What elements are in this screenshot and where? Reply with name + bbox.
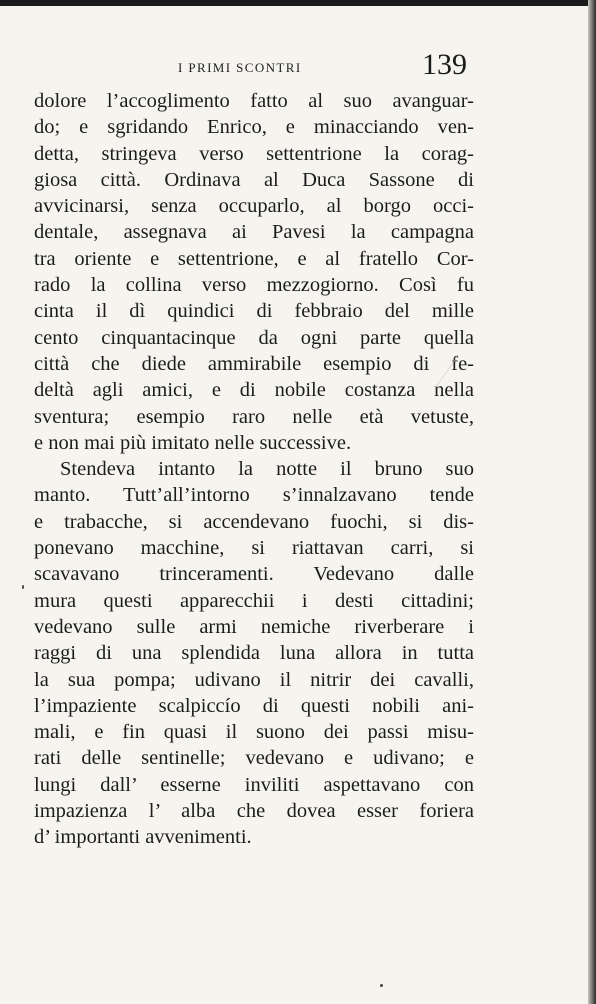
ink-speck — [22, 585, 24, 589]
page-number: 139 — [422, 48, 467, 81]
paragraph-1 — [34, 88, 474, 456]
text-line: d’ importanti avvenimenti. — [34, 826, 252, 849]
text-line: scavavano trinceramenti. Vedevano dalle — [34, 563, 474, 586]
text-line: detta, stringeva verso settentrione la corag- — [34, 142, 474, 165]
text-line: Stendeva intanto la notte il bruno suo — [60, 458, 474, 481]
text-line: avvicinarsi, senza occuparlo, al borgo occi- — [34, 195, 474, 218]
text-line: cinta il dì quindici di febbraio del mille — [34, 300, 474, 323]
text-line: mura questi apparecchii i desti cittadini; — [34, 589, 474, 612]
page-header — [0, 48, 596, 88]
text-line: e non mai più imitato nelle successive. — [34, 431, 352, 454]
text-line: do; e sgridando Enrico, e minacciando ven- — [34, 116, 474, 139]
text-line: cento cinquantacinque da ogni parte quella — [34, 326, 474, 349]
text-line: la sua pompa; udivano il nitrir dei cavalli, — [34, 668, 474, 691]
text-line: lungi dall’ esserne inviliti aspettavano con — [34, 773, 474, 796]
text-line: giosa città. Ordinava al Duca Sassone di — [34, 168, 474, 191]
text-line: ponevano macchine, si riattavan carri, si — [34, 537, 474, 560]
text-line: dentale, assegnava ai Pavesi la campagna — [34, 221, 474, 244]
paragraph-2 — [34, 456, 474, 850]
scan-top-edge — [0, 0, 596, 6]
text-line: tra oriente e settentrione, e al fratello Cor- — [34, 247, 474, 270]
text-line: mali, e fin quasi il suono dei passi misu- — [34, 721, 474, 744]
scan-right-edge — [588, 0, 596, 1004]
text-line: rati delle sentinelle; vedevano e udivano; e — [34, 747, 474, 770]
text-line: deltà agli amici, e di nobile costanza nella — [34, 379, 474, 402]
text-line: rado la collina verso mezzogiorno. Così fu — [34, 274, 474, 297]
text-line: e trabacche, si accendevano fuochi, si dis- — [34, 510, 474, 533]
text-line: impazienza l’ alba che dovea esser foriera — [34, 800, 474, 823]
text-line: manto. Tutt’all’intorno s’innalzavano tende — [34, 484, 474, 507]
text-line: dolore l’accoglimento fatto al suo avanguar- — [34, 90, 474, 112]
text-line: vedevano sulle armi nemiche riverberare i — [34, 615, 474, 638]
ink-speck — [380, 984, 383, 987]
running-title: I PRIMI SCONTRI — [178, 60, 302, 75]
body-text — [34, 88, 474, 851]
text-line: città che diede ammirabile esempio di fe- — [34, 352, 474, 375]
text-line: raggi di una splendida luna allora in tutta — [34, 642, 474, 665]
text-line: l’impaziente scalpiccío di questi nobili ani- — [34, 694, 474, 717]
text-line: sventura; esempio raro nelle età vetuste, — [34, 405, 474, 428]
